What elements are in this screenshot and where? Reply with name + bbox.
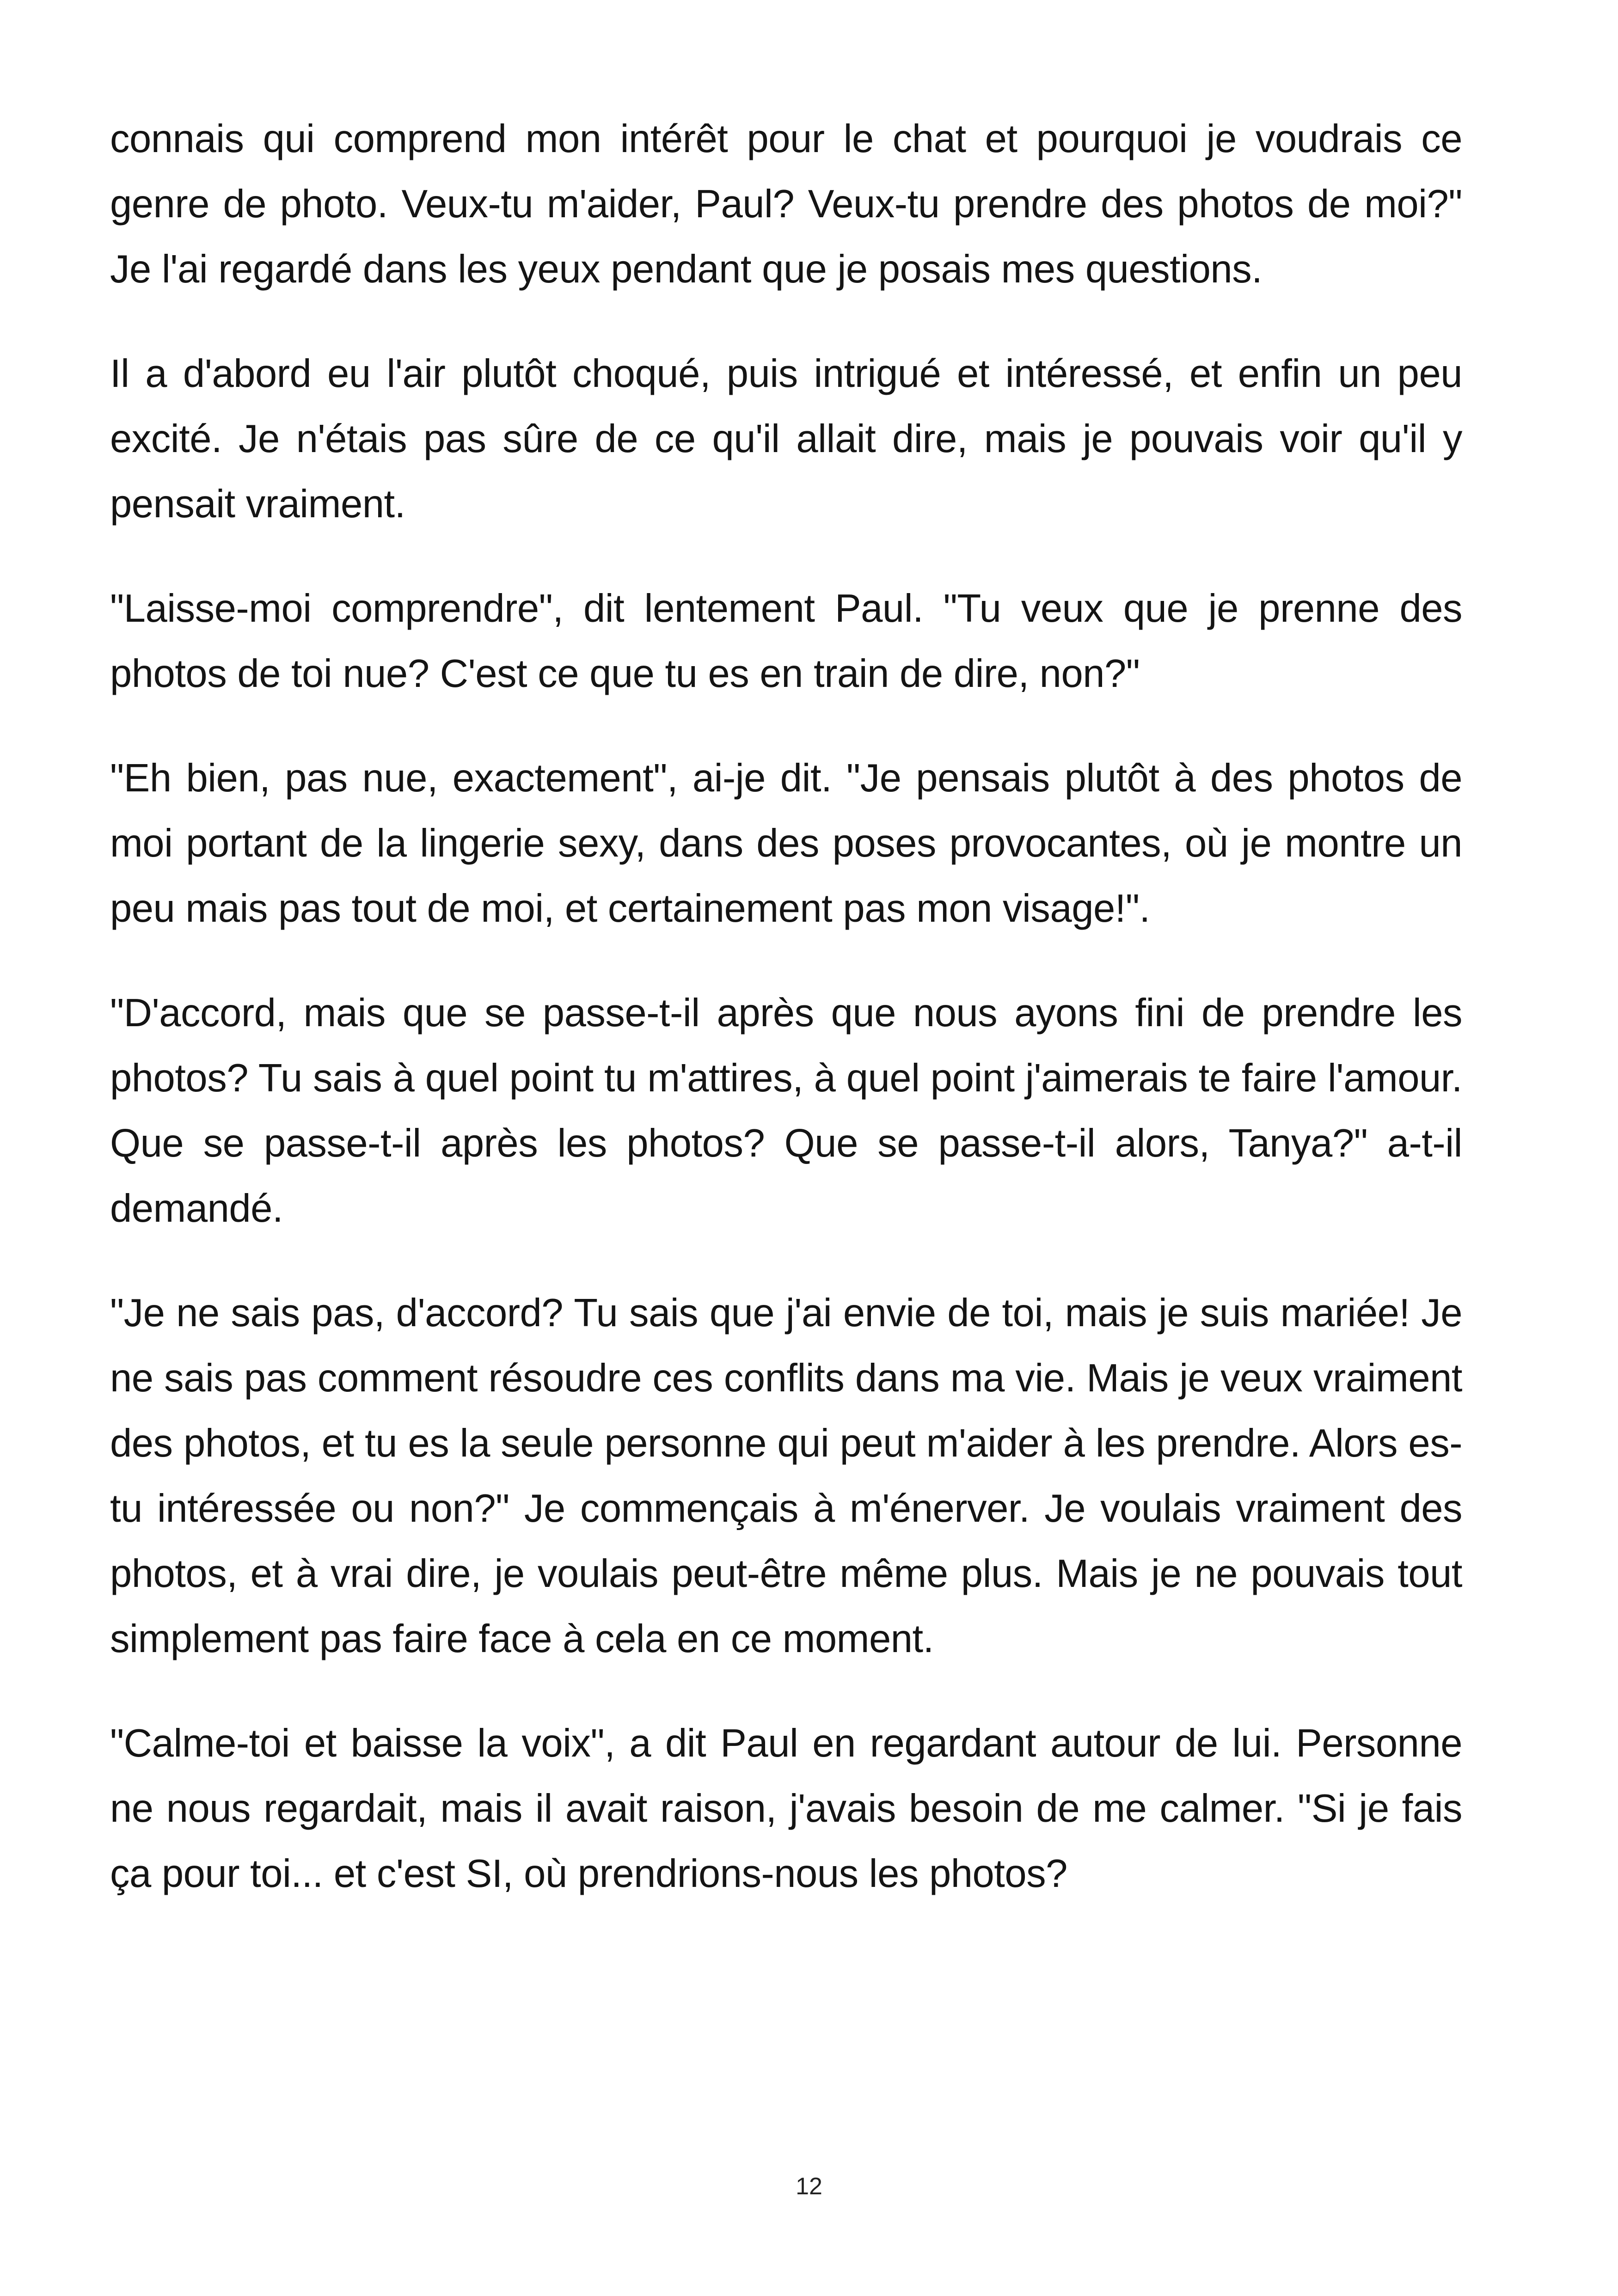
paragraph-2: Il a d'abord eu l'air plutôt choqué, puis intrigué et intéressé, et enfin un peu excité. Je n'étais pas sûre de ce qu'il allait dire, mais je pouvais voir qu'il y pensait vraiment. xyxy=(110,352,1462,526)
paragraph-1: connais qui comprend mon intérêt pour le chat et pourquoi je voudrais ce genre de photo. Veux-tu m'aider, Paul? Veux-tu prendre des photos de moi?" Je l'ai regardé dans les yeux pendant que je posais mes questions. xyxy=(110,117,1462,291)
paragraph-5: "D'accord, mais que se passe-t-il après que nous ayons fini de prendre les photos? Tu sais à quel point tu m'attires, à quel point j'aimerais te faire l'amour. Que se passe-t-il après les photos? Que se passe-t-il alors, Tanya?" a-t-il demandé. xyxy=(110,991,1462,1231)
page-number: 12 xyxy=(796,2173,822,2200)
paragraph-6: "Je ne sais pas, d'accord? Tu sais que j'ai envie de toi, mais je suis mariée! Je ne sais pas comment résoudre ces conflits dans ma vie. Mais je veux vraiment des photos, et tu es la seule personne qui peut m'aider à les prendre. Alors es-tu intéressée ou non?" Je commençais à m'énerver. Je voulais vraiment des photos, et à vrai dire, je voulais peut-être même plus. Mais je ne pouvais tout simplement pas faire face à cela en ce moment. xyxy=(110,1291,1462,1661)
body-text xyxy=(110,106,1462,1946)
paragraph-7: "Calme-toi et baisse la voix", a dit Paul en regardant autour de lui. Personne ne nous regardait, mais il avait raison, j'avais besoin de me calmer. "Si je fais ça pour toi... et c'est SI, où prendrions-nous les photos? xyxy=(110,1721,1462,1896)
paragraph-4: "Eh bien, pas nue, exactement", ai-je dit. "Je pensais plutôt à des photos de moi portant de la lingerie sexy, dans des poses provocantes, où je montre un peu mais pas tout de moi, et certainement pas mon visage!". xyxy=(110,756,1462,931)
paragraph-3: "Laisse-moi comprendre", dit lentement Paul. "Tu veux que je prenne des photos de toi nue? C'est ce que tu es en train de dire, non?" xyxy=(110,587,1462,696)
